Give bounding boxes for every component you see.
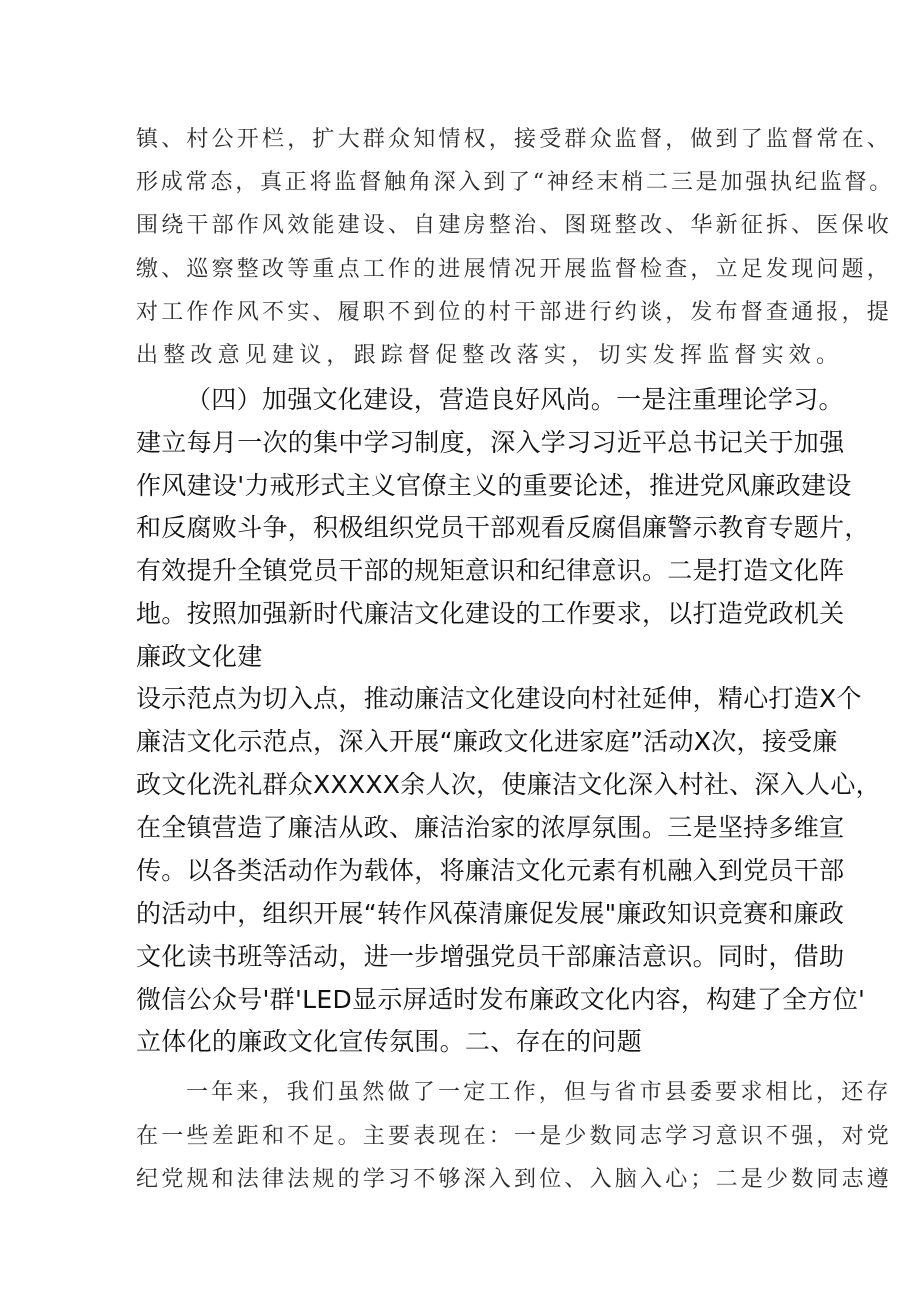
- paragraph-line: 建立每月一次的集中学习制度，深入学习习近平总书记关于加强: [136, 428, 845, 457]
- paragraph-line: 有效提升全镇党员干部的规矩意识和纪律意识。二是打造文化阵: [136, 556, 845, 585]
- paragraph-line: 和反腐败斗争，积极组织党员干部观看反腐倡廉警示教育专题片，: [136, 513, 870, 542]
- paragraph-line: 形成常态，真正将监督触角深入到了“神经末梢二三是加强执纪监督。: [136, 170, 895, 195]
- paragraph-line: 微信公众号'群'LED显示屏适时发布廉政文化内容，构建了全方位': [136, 985, 866, 1014]
- paragraph-line: 出整改意见建议，跟踪督促整改落实，切实发挥监督实效。: [136, 343, 844, 368]
- paragraph-line: 对工作作风不实、履职不到位的村干部进行约谈，发布督查通报，提: [136, 300, 893, 325]
- paragraph-line: 缴、巡察整改等重点工作的进展情况开展监督检查，立足发现问题，: [136, 257, 893, 282]
- paragraph-line: 廉洁文化示范点，深入开展“廉政文化进家庭”活动X次，接受廉: [136, 727, 838, 756]
- paragraph-line: 在全镇营造了廉洁从政、廉洁治家的浓厚氛围。三是坚持多维宣: [136, 813, 845, 842]
- paragraph-line: 设示范点为切入点，推动廉洁文化建设向村社延伸，精心打造X个: [136, 684, 862, 713]
- paragraph-line: 立体化的廉政文化宣传氛围。二、存在的问题: [136, 1027, 643, 1056]
- paragraph-line: 一年来，我们虽然做了一定工作，但与省市县委要求相比，还存: [186, 1080, 892, 1105]
- paragraph-line: 廉政文化建: [136, 642, 263, 671]
- paragraph-line: 作风建设'力戒形式主义官僚主义的重要论述，推进党风廉政建设: [136, 471, 852, 500]
- paragraph-line: 地。按照加强新时代廉洁文化建设的工作要求，以打造党政机关: [136, 599, 845, 628]
- paragraph-line: 的活动中，组织开展“转作风葆清廉促发展"廉政知识竞赛和廉政: [136, 899, 845, 928]
- paragraph-line: 纪党规和法律法规的学习不够深入到位、入脑入心；二是少数同志遵: [136, 1167, 893, 1192]
- paragraph-line: 文化读书班等活动，进一步增强党员干部廉洁意识。同时，借助: [136, 942, 845, 971]
- paragraph-line: 镇、村公开栏，扩大群众知情权，接受群众监督，做到了监督常在、: [136, 127, 893, 152]
- paragraph-line: 传。以各类活动作为载体，将廉洁文化元素有机融入到党员干部: [136, 856, 845, 885]
- paragraph-line: 政文化洗礼群众XXXXX余人次，使廉洁文化深入村社、深入人心，: [136, 770, 881, 799]
- paragraph-line: 围绕干部作风效能建设、自建房整治、图斑整改、华新征拆、医保收: [136, 213, 893, 238]
- paragraph-line: 在一些差距和不足。主要表现在：一是少数同志学习意识不强，对党: [136, 1124, 893, 1149]
- section-heading-line: （四）加强文化建设，营造良好风尚。一是注重理论学习。: [186, 385, 844, 414]
